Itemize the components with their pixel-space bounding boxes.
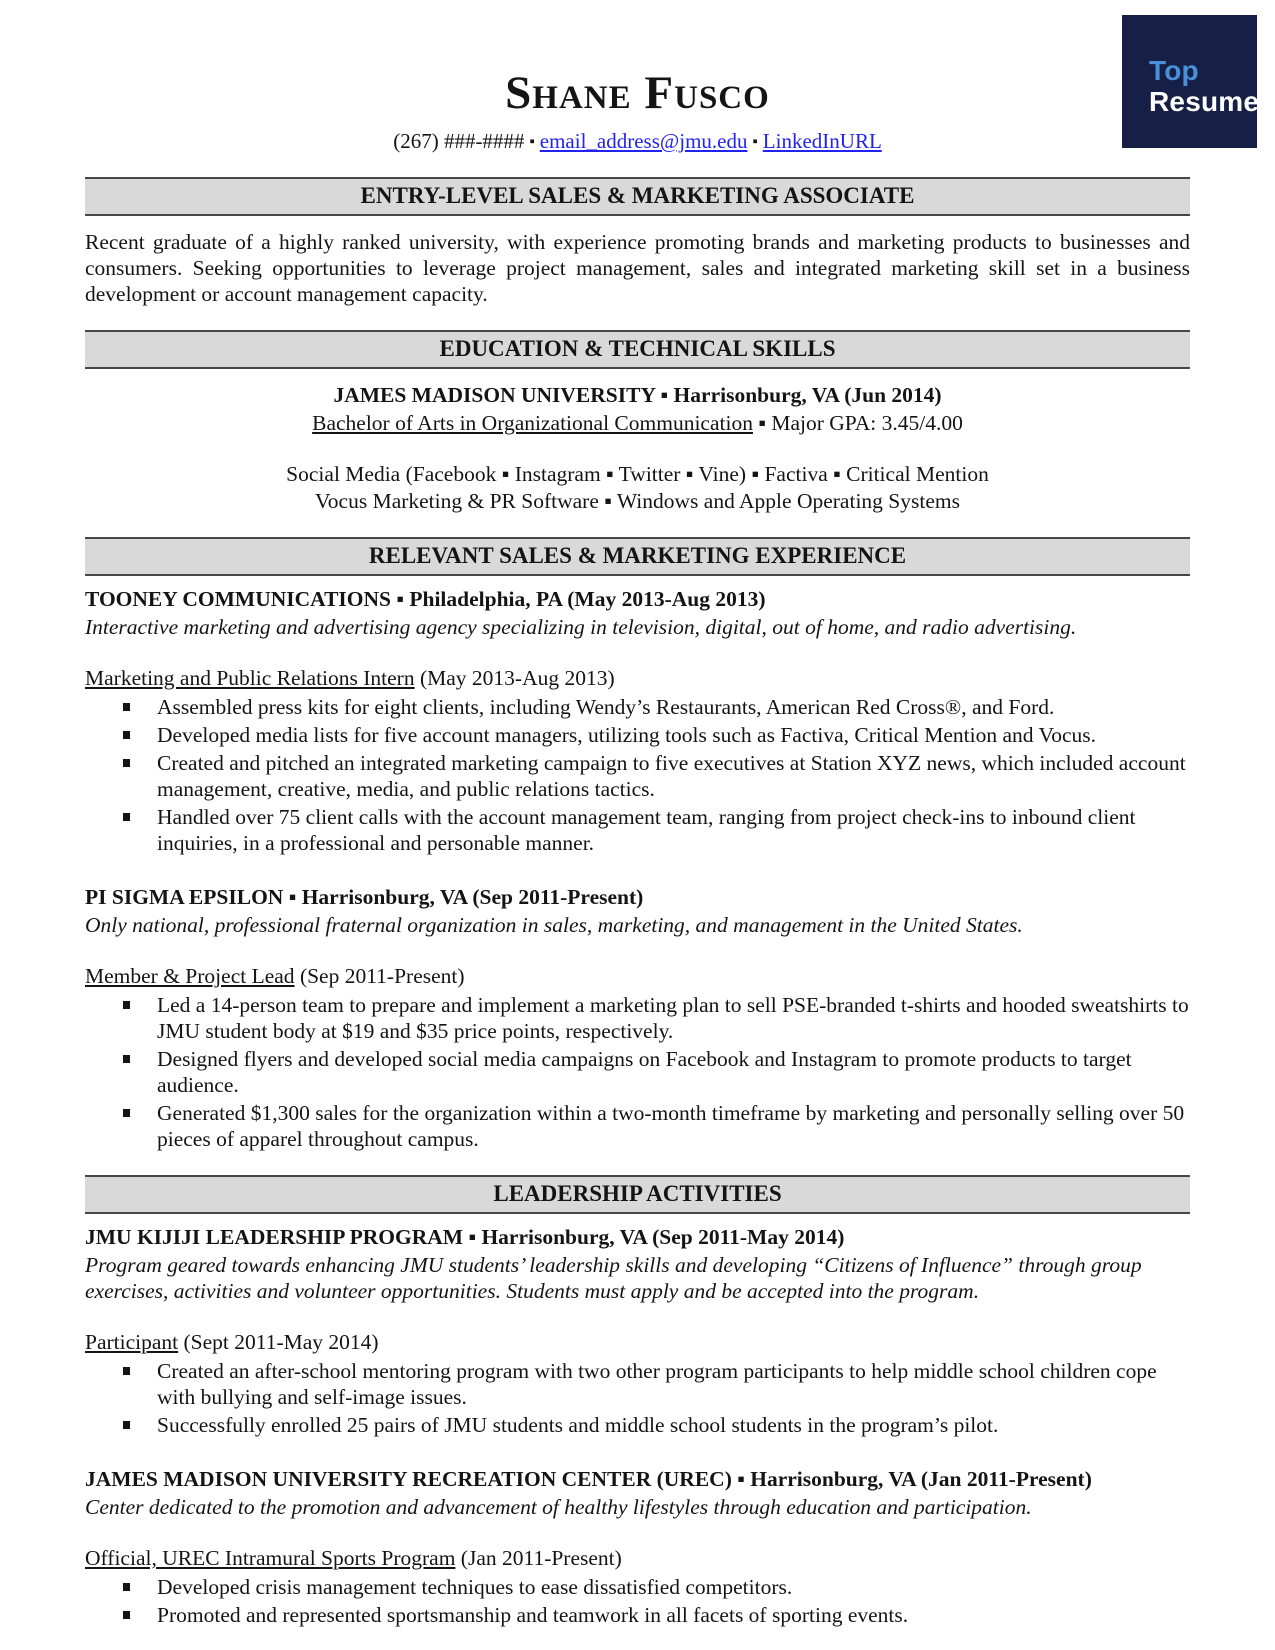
degree-title: Bachelor of Arts in Organizational Communication [312,411,753,436]
role-dates: (Jan 2011-Present) [455,1546,622,1571]
company-line: JMU KIJIJI LEADERSHIP PROGRAM ▪ Harrisonburg, VA (Sep 2011-May 2014) [85,1225,845,1250]
bullet-square-icon [123,1367,130,1375]
bullet-square-icon [123,1109,130,1117]
bullet-square-icon [123,1421,130,1429]
section-header-education: EDUCATION & TECHNICAL SKILLS [85,330,1190,369]
section-header-leadership: LEADERSHIP ACTIVITIES [85,1175,1190,1214]
role-dates: (Sep 2011-Present) [294,964,465,989]
role-dates: (May 2013-Aug 2013) [414,666,615,691]
bullet-square-icon [123,703,130,711]
bullet-square-icon [123,759,130,767]
contact-line [85,129,1190,154]
role-line [85,1545,1190,1571]
bullet-list [85,992,1190,1152]
skills-line-1: Social Media (Facebook ▪ Instagram ▪ Twitter ▪ Vine) ▪ Factiva ▪ Critical Mention [286,462,989,487]
company-tagline: Interactive marketing and advertising agency specializing in television, digital, out of home, and radio advertising. [85,615,1077,640]
bullet-list [85,694,1190,856]
topresume-logo-resume-text: Resume® [1149,86,1268,118]
candidate-name: Shane Fusco [505,67,770,119]
role-title: Official, UREC Intramural Sports Program [85,1546,456,1571]
bullet-list [85,1574,1190,1628]
separator-square-icon: ▪ [752,134,758,150]
company-tagline: Center dedicated to the promotion and advancement of healthy lifestyles through education and participation. [85,1495,1032,1520]
bullet-item: Created and pitched an integrated marketing campaign to five executives at Station XYZ news, which included account management, creative, media, and public relations tactics. [85,750,1190,802]
bullet-item: Led a 14-person team to prepare and implement a marketing plan to sell PSE-branded t-shirts and hooded sweatshirts to JMU student body at $19 and $35 price points, respectively. [85,992,1190,1044]
bullet-list [85,1358,1190,1438]
separator-square-icon: ▪ [529,134,535,150]
company-tagline: Program geared towards enhancing JMU students’ leadership skills and developing “Citizens of Influence” through group exercises, activities and volunteer opportunities. Students must apply and be accepted into the program. [85,1253,1142,1304]
role-line [85,1329,1190,1355]
company-tagline: Only national, professional fraternal organization in sales, marketing, and management in the United States. [85,913,1023,938]
degree-gpa: ▪ Major GPA: 3.45/4.00 [752,411,963,436]
company-line: TOONEY COMMUNICATIONS ▪ Philadelphia, PA (May 2013-Aug 2013) [85,587,766,612]
role-dates: (Sept 2011-May 2014) [178,1330,379,1355]
linkedin-link[interactable]: LinkedInURL [762,129,882,153]
section-header-experience: RELEVANT SALES & MARKETING EXPERIENCE [85,537,1190,576]
job-block-pi-sigma-epsilon [85,884,1190,1152]
bullet-square-icon [123,813,130,821]
bullet-square-icon [123,731,130,739]
skills-line-2: Vocus Marketing & PR Software ▪ Windows and Apple Operating Systems [315,489,960,514]
education-school-line: JAMES MADISON UNIVERSITY ▪ Harrisonburg, VA (Jun 2014) [333,383,942,408]
education-degree-line [85,410,1190,436]
role-title: Member & Project Lead [85,964,295,989]
bullet-item: Developed media lists for five account managers, utilizing tools such as Factiva, Critical Mention and Vocus. [85,722,1190,748]
bullet-square-icon [123,1611,130,1619]
email-link[interactable]: email_address@jmu.edu [539,129,748,153]
company-line: JAMES MADISON UNIVERSITY RECREATION CENTER (UREC) ▪ Harrisonburg, VA (Jan 2011-Present) [85,1467,1092,1492]
bullet-item: Created an after-school mentoring program with two other program participants to help middle school children cope with bullying and self-image issues. [85,1358,1190,1410]
bullet-item: Designed flyers and developed social media campaigns on Facebook and Instagram to promote products to target audience. [85,1046,1190,1098]
bullet-square-icon [123,1583,130,1591]
topresume-logo-top-text: Top [1149,55,1199,86]
bullet-item: Developed crisis management techniques to ease dissatisfied competitors. [85,1574,1190,1600]
bullet-item: Assembled press kits for eight clients, including Wendy’s Restaurants, American Red Cross®, and Ford. [85,694,1190,720]
bullet-item: Promoted and represented sportsmanship and teamwork in all facets of sporting events. [85,1602,1190,1628]
phone-number: (267) ###-#### [393,129,525,153]
bullet-item: Handled over 75 client calls with the account management team, ranging from project check-ins to inbound client inquiries, in a professional and personable manner. [85,804,1190,856]
role-title: Marketing and Public Relations Intern [85,666,415,691]
bullet-square-icon [123,1001,130,1009]
registered-trademark-icon: ® [1259,90,1268,103]
role-line [85,665,1190,691]
job-block-urec [85,1466,1190,1628]
summary-paragraph: Recent graduate of a highly ranked university, with experience promoting brands and marketing products to businesses and consumers. Seeking opportunities to leverage project management, sales and integrated marketing skill set in a business development or account management capacity. [85,230,1190,307]
bullet-item: Successfully enrolled 25 pairs of JMU students and middle school students in the program’s pilot. [85,1412,1190,1438]
job-block-kijiji [85,1224,1190,1438]
company-line: PI SIGMA EPSILON ▪ Harrisonburg, VA (Sep 2011-Present) [85,885,644,910]
section-header-objective: ENTRY-LEVEL SALES & MARKETING ASSOCIATE [85,177,1190,216]
role-line [85,963,1190,989]
role-title: Participant [85,1330,179,1355]
job-block-tooney [85,586,1190,856]
bullet-square-icon [123,1055,130,1063]
topresume-logo [1122,15,1268,148]
bullet-item: Generated $1,300 sales for the organization within a two-month timeframe by marketing and personally selling over 50 pieces of apparel throughout campus. [85,1100,1190,1152]
